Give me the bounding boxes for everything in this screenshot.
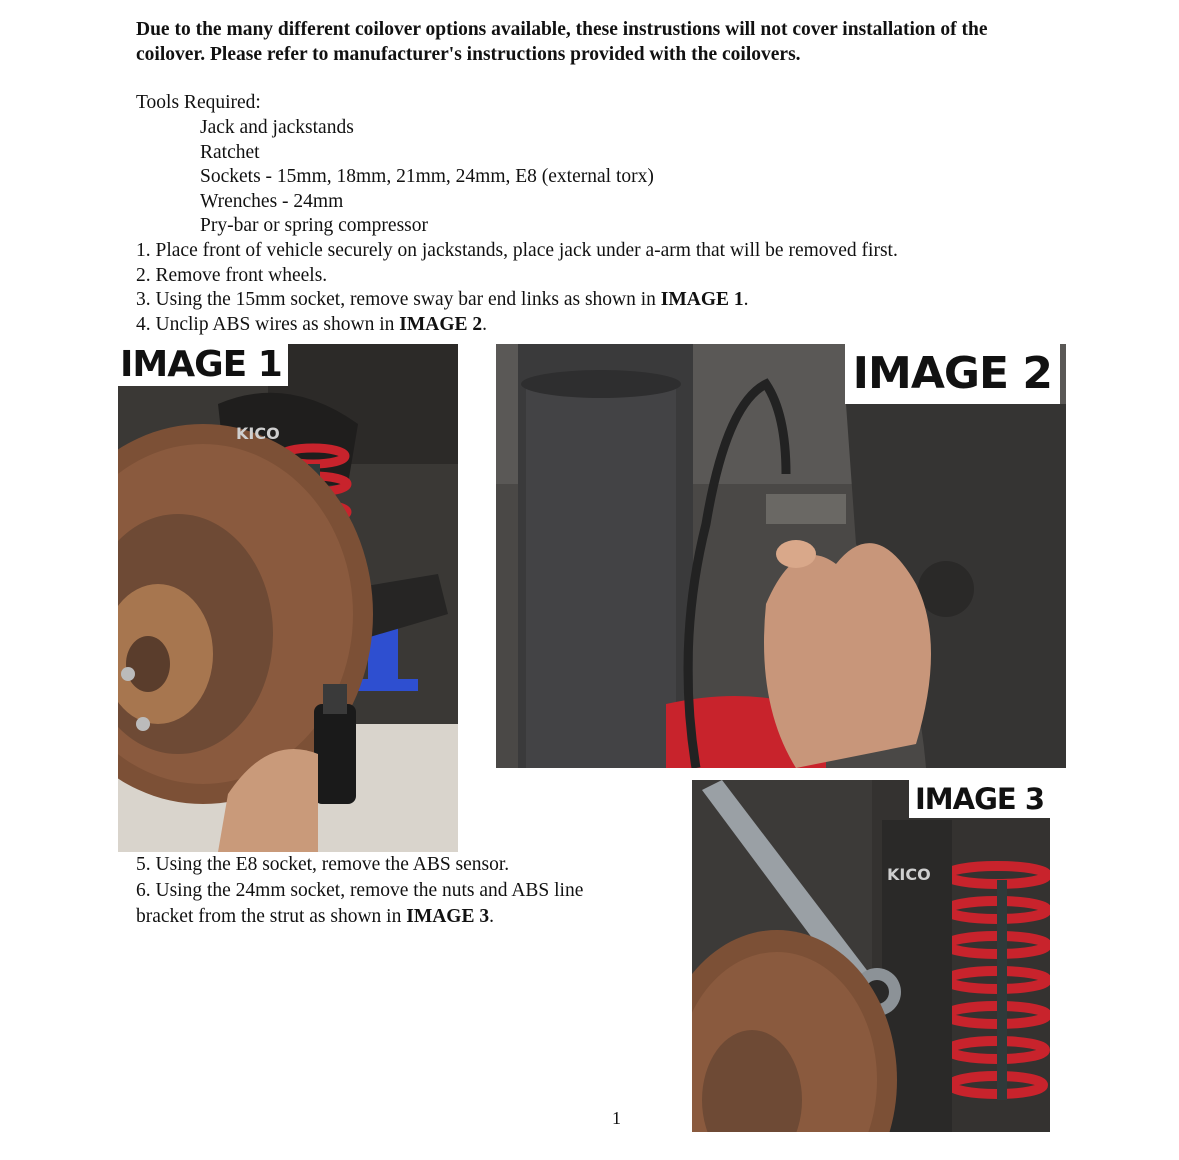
step-item — [136, 313, 898, 338]
image-2-photo — [496, 344, 1066, 768]
image-3-label: IMAGE 3 — [909, 780, 1050, 818]
steps-list-2 — [136, 853, 583, 931]
intro-line-1: Due to the many different coilover options available, these instrustions will not cover installation of the — [136, 19, 988, 40]
image-reference: IMAGE 3 — [406, 906, 490, 927]
step-item — [136, 264, 898, 289]
tool-item: Wrenches - 24mm — [200, 190, 344, 212]
steps-list — [136, 239, 898, 337]
tool-item: Jack and jackstands — [200, 117, 354, 138]
step-end: . — [489, 906, 494, 927]
brand-decal-1: KICO — [236, 424, 280, 443]
step-item — [136, 905, 583, 931]
image-3-photo — [692, 780, 1050, 1132]
step-text: 6. Using the 24mm socket, remove the nuts and ABS line — [136, 880, 584, 901]
brand-decal-3: KICO — [887, 865, 931, 884]
step-end: . — [743, 289, 749, 310]
page-number: 1 — [612, 1108, 621, 1128]
step-item — [136, 879, 583, 905]
image-3-illustration — [692, 780, 1050, 1132]
step-text: 5. Using the E8 socket, remove the ABS sensor. — [136, 854, 510, 875]
image-1-illustration — [118, 344, 458, 852]
step-end: . — [482, 313, 487, 335]
intro-line-2: coilover. Please refer to manufacturer's instructions provided with the coilovers. — [136, 44, 801, 65]
image-2-illustration — [496, 344, 1066, 768]
tools-list — [200, 116, 654, 239]
image-2-label: IMAGE 2 — [845, 344, 1060, 404]
tool-item: Ratchet — [200, 141, 260, 163]
step-text: 2. Remove front wheels. — [136, 264, 328, 286]
image-reference: IMAGE 1 — [660, 289, 744, 310]
step-text: 4. Unclip ABS wires as shown in — [136, 313, 400, 335]
step-text: 3. Using the 15mm socket, remove sway bar end links as shown in — [136, 289, 661, 310]
image-reference: IMAGE 2 — [399, 313, 483, 335]
tools-heading: Tools Required: — [136, 92, 261, 113]
step-item — [136, 288, 898, 313]
step-item — [136, 853, 583, 879]
step-text: 1. Place front of vehicle securely on jackstands, place jack under a-arm that will be removed first. — [136, 240, 898, 261]
step-text: bracket from the strut as shown in — [136, 906, 407, 927]
tool-item: Pry-bar or spring compressor — [200, 215, 428, 236]
tool-item: Sockets - 15mm, 18mm, 21mm, 24mm, E8 (external torx) — [200, 166, 654, 187]
image-1-photo — [118, 344, 458, 852]
step-item — [136, 239, 898, 264]
intro-paragraph — [136, 17, 1096, 67]
image-1-label: IMAGE 1 — [118, 344, 288, 386]
